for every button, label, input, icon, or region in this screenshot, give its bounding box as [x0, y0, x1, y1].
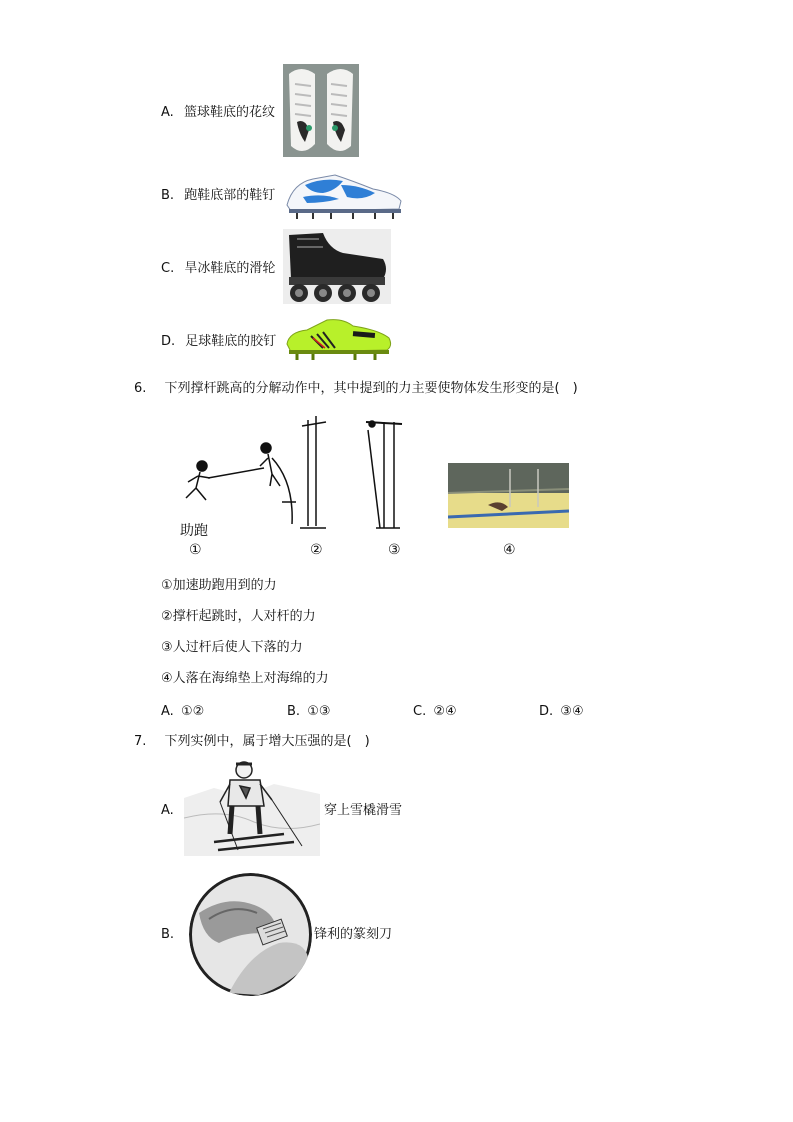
choice-letter: D.	[539, 704, 554, 719]
q7-option-a-letter: A.	[161, 803, 174, 818]
choice-text: ①③	[307, 704, 331, 719]
q7-option-a-text: 穿上雪橇滑雪	[324, 803, 403, 818]
q6-statement-1: ①加速助跑用到的力	[161, 578, 277, 593]
bending-pole-figure	[260, 443, 296, 524]
pole-vault-sequence-figure	[168, 412, 428, 538]
option-letter: A.	[161, 105, 174, 120]
choice-text: ③④	[560, 704, 584, 719]
runner-figure	[186, 461, 264, 500]
q7-option-b-text: 锋利的篆刻刀	[314, 927, 393, 942]
question-text: 下列撑杆跳高的分解动作中，其中提到的力主要使物体发生形变的是( )	[164, 381, 578, 396]
run-up-label: 助跑	[180, 523, 208, 538]
figure-label-2: ②	[310, 542, 323, 558]
q6-choice-b	[287, 703, 331, 721]
q6-choice-d	[539, 703, 584, 721]
landing-mat-photo-icon	[448, 463, 569, 528]
q5-option-b	[161, 187, 275, 205]
figure-label-1: ①	[189, 542, 202, 558]
vaulter-over-bar-figure	[366, 421, 402, 528]
q7-option-b-letter: B.	[161, 927, 175, 942]
choice-text: ②④	[433, 704, 457, 719]
choice-letter: B.	[287, 704, 301, 719]
q5-option-c	[161, 260, 275, 278]
q5-option-d	[161, 333, 276, 351]
question-number: 7.	[134, 734, 147, 749]
option-text: 跑鞋底部的鞋钉	[184, 188, 276, 203]
q6-statement-3: ③人过杆后使人下落的力	[161, 640, 303, 655]
q6-choice-a	[161, 703, 204, 721]
figure-label-3: ③	[388, 542, 401, 558]
roller-skate-icon	[283, 229, 391, 304]
q6-choice-c	[413, 703, 457, 721]
option-letter: B.	[161, 188, 175, 203]
basketball-shoe-sole-icon	[283, 64, 359, 157]
crossbar-posts-2	[300, 416, 326, 528]
option-text: 篮球鞋底的花纹	[183, 105, 275, 120]
carving-knife-icon	[189, 873, 312, 996]
figure-label-4: ④	[503, 542, 516, 558]
option-letter: C.	[161, 261, 175, 276]
q6-statement-4: ④人落在海绵垫上对海绵的力	[161, 671, 329, 686]
option-text: 足球鞋底的胶钉	[185, 334, 277, 349]
q7-stem	[134, 733, 370, 751]
option-text: 旱冰鞋底的滑轮	[184, 261, 276, 276]
skier-icon	[184, 758, 320, 856]
question-text: 下列实例中，属于增大压强的是( )	[164, 734, 370, 749]
soccer-cleat-icon	[283, 314, 395, 364]
choice-text: ①②	[180, 704, 205, 719]
q6-statement-2: ②撑杆起跳时，人对杆的力	[161, 609, 316, 624]
q5-option-a	[161, 104, 275, 122]
option-letter: D.	[161, 334, 176, 349]
running-spike-shoe-icon	[283, 171, 405, 220]
choice-letter: C.	[413, 704, 427, 719]
choice-letter: A.	[161, 704, 174, 719]
question-number: 6.	[134, 381, 147, 396]
q6-stem	[134, 380, 578, 398]
